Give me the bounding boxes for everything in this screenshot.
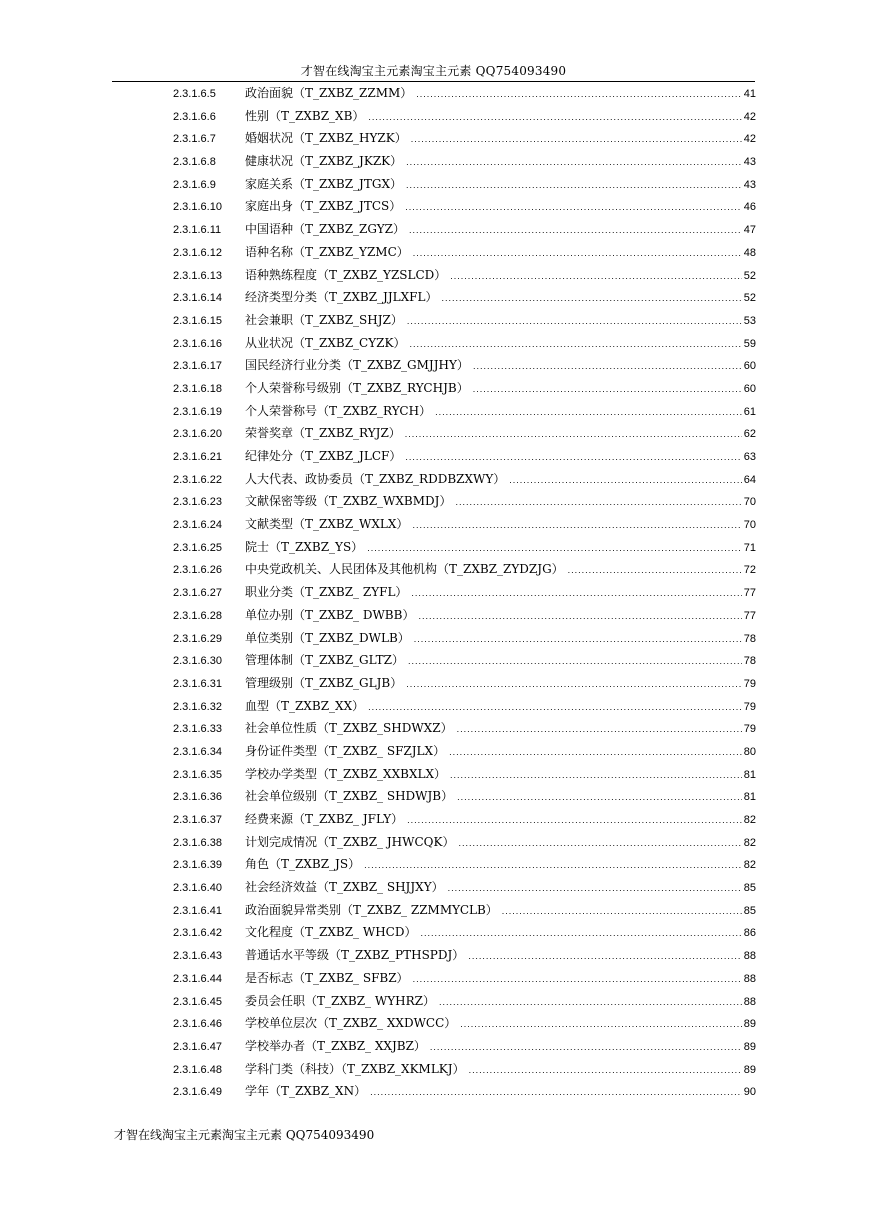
toc-dot-leader: [568, 559, 742, 582]
toc-entry-title[interactable]: 管理级别（T_ZXBZ_GLJB）: [245, 675, 403, 690]
table-of-contents: [173, 82, 756, 1103]
toc-entry-page[interactable]: 53: [743, 314, 756, 327]
toc-entry[interactable]: [173, 1012, 756, 1035]
toc-dot-leader: [413, 968, 742, 991]
toc-entry-title[interactable]: 学校单位层次（T_ZXBZ_ XXDWCC）: [245, 1016, 457, 1031]
toc-entry[interactable]: [173, 695, 756, 718]
toc-entry-page[interactable]: 63: [743, 451, 756, 463]
toc-entry-title[interactable]: 社会单位级别（T_ZXBZ_ SHDWJB）: [245, 789, 454, 804]
toc-entry-title[interactable]: 委员会任职（T_ZXBZ_ WYHRZ）: [245, 993, 435, 1008]
toc-entry[interactable]: [173, 377, 756, 400]
toc-entry-page[interactable]: 77: [743, 609, 756, 622]
toc-entry-title[interactable]: 经费来源（T_ZXBZ_ JFLY）: [245, 812, 404, 826]
toc-entry-title[interactable]: 健康状况（T_ZXBZ_JKZK）: [245, 154, 403, 169]
toc-entry-number: 2.3.1.6.42: [173, 927, 222, 940]
toc-entry[interactable]: [173, 264, 756, 287]
toc-entry-number: 2.3.1.6.43: [173, 950, 222, 963]
toc-entry[interactable]: [173, 354, 756, 377]
toc-dot-leader: [406, 673, 742, 696]
toc-entry[interactable]: [173, 899, 756, 922]
toc-entry-title[interactable]: 社会单位性质（T_ZXBZ_SHDWXZ）: [245, 721, 453, 736]
toc-dot-leader: [370, 1081, 742, 1104]
toc-dot-leader: [405, 446, 741, 469]
toc-dot-leader: [405, 196, 741, 219]
toc-dot-leader: [449, 741, 742, 764]
toc-entry-title[interactable]: 管理体制（T_ZXBZ_GLTZ）: [245, 653, 404, 668]
toc-entry-title[interactable]: 婚姻状况（T_ZXBZ_HYZK）: [245, 131, 407, 146]
toc-entry-number: 2.3.1.6.38: [173, 836, 222, 849]
toc-entry-number: 2.3.1.6.34: [173, 745, 222, 758]
toc-entry-number: 2.3.1.6.19: [173, 405, 222, 418]
toc-entry[interactable]: [173, 876, 756, 899]
toc-entry-page[interactable]: 79: [743, 700, 756, 713]
toc-entry-title[interactable]: 从业状况（T_ZXBZ_CYZK）: [245, 335, 406, 350]
toc-entry-page[interactable]: 79: [743, 723, 756, 736]
toc-dot-leader: [457, 786, 742, 809]
toc-entry-title[interactable]: 角色（T_ZXBZ_JS）: [245, 857, 361, 872]
toc-entry-page[interactable]: 85: [743, 904, 756, 917]
toc-entry-number: 2.3.1.6.47: [173, 1040, 222, 1053]
toc-entry-number: 2.3.1.6.30: [173, 655, 222, 668]
toc-entry-page[interactable]: 82: [743, 836, 756, 849]
toc-entry-number: 2.3.1.6.20: [173, 428, 222, 441]
toc-entry-title[interactable]: 文献保密等级（T_ZXBZ_WXBMDJ）: [245, 494, 452, 509]
toc-entry[interactable]: [173, 173, 756, 196]
toc-dot-leader: [368, 696, 742, 719]
toc-entry[interactable]: [173, 422, 756, 445]
toc-dot-leader: [458, 832, 741, 855]
toc-entry[interactable]: [173, 286, 756, 309]
toc-dot-leader: [413, 242, 742, 265]
toc-entry-number: 2.3.1.6.36: [173, 791, 222, 804]
toc-entry-title[interactable]: 单位办别（T_ZXBZ_ DWBB）: [245, 607, 415, 622]
toc-entry-page[interactable]: 90: [743, 1086, 756, 1099]
toc-entry[interactable]: [173, 967, 756, 990]
toc-entry-title[interactable]: 文化程度（T_ZXBZ_ WHCD）: [245, 925, 417, 940]
toc-entry-page[interactable]: 86: [743, 927, 756, 940]
toc-entry-number: 2.3.1.6.10: [173, 201, 222, 214]
toc-entry-page[interactable]: 89: [743, 1018, 756, 1031]
toc-entry-page[interactable]: 88: [743, 950, 756, 963]
toc-entry-page[interactable]: 64: [743, 473, 756, 486]
toc-dot-leader: [406, 151, 742, 174]
toc-entry[interactable]: [173, 1058, 756, 1081]
toc-entry-number: 2.3.1.6.28: [173, 609, 222, 622]
toc-entry-page[interactable]: 80: [743, 745, 756, 758]
toc-entry-number: 2.3.1.6.44: [173, 972, 222, 985]
toc-entry-number: 2.3.1.6.39: [173, 859, 222, 872]
toc-entry-title[interactable]: 政治面貌（T_ZXBZ_ZZMM）: [245, 86, 413, 100]
toc-dot-leader: [473, 378, 742, 401]
toc-entry-title[interactable]: 荣誉奖章（T_ZXBZ_RYJZ）: [245, 426, 401, 441]
toc-entry-title[interactable]: 中央党政机关、人民团体及其他机构（T_ZXBZ_ZYDZJG）: [245, 562, 564, 577]
toc-entry-page[interactable]: 70: [743, 519, 756, 532]
toc-entry-page[interactable]: 61: [743, 405, 756, 418]
toc-entry-number: 2.3.1.6.16: [173, 337, 222, 350]
toc-entry-title[interactable]: 普通话水平等级（T_ZXBZ_PTHSPDJ）: [245, 948, 465, 963]
toc-entry-number: 2.3.1.6.33: [173, 723, 222, 736]
toc-dot-leader: [411, 582, 741, 605]
toc-entry-number: 2.3.1.6.8: [173, 156, 216, 169]
toc-entry-page[interactable]: 41: [743, 88, 756, 100]
toc-entry[interactable]: [173, 990, 756, 1013]
toc-entry-number: 2.3.1.6.6: [173, 110, 216, 123]
toc-entry-number: 2.3.1.6.32: [173, 700, 222, 713]
page-header: 才智在线淘宝主元素淘宝主元素 QQ754093490: [300, 64, 567, 78]
toc-entry[interactable]: [173, 309, 756, 332]
toc-dot-leader: [416, 83, 741, 106]
toc-entry-title[interactable]: 院士（T_ZXBZ_YS）: [245, 539, 364, 554]
toc-entry[interactable]: [173, 105, 756, 128]
toc-entry-page[interactable]: 70: [743, 496, 756, 509]
toc-entry-page[interactable]: 60: [743, 360, 756, 373]
toc-entry-title[interactable]: 学年（T_ZXBZ_XN）: [245, 1084, 367, 1099]
toc-entry-title[interactable]: 家庭关系（T_ZXBZ_JTGX）: [245, 176, 402, 191]
toc-entry-page[interactable]: 71: [743, 541, 756, 554]
toc-entry[interactable]: [173, 127, 756, 150]
toc-dot-leader: [364, 854, 742, 877]
toc-entry-page[interactable]: 42: [743, 110, 756, 123]
toc-entry-number: 2.3.1.6.13: [173, 269, 222, 282]
toc-entry-title[interactable]: 身份证件类型（T_ZXBZ_ SFZJLX）: [245, 743, 446, 758]
toc-dot-leader: [407, 310, 742, 333]
toc-entry-number: 2.3.1.6.5: [173, 88, 216, 100]
toc-dot-leader: [414, 628, 742, 651]
page-footer: 才智在线淘宝主元素淘宝主元素 QQ754093490: [114, 1128, 375, 1142]
toc-entry[interactable]: [173, 150, 756, 173]
toc-entry-title[interactable]: 社会兼职（T_ZXBZ_SHJZ）: [245, 312, 403, 327]
toc-entry-number: 2.3.1.6.25: [173, 541, 222, 554]
toc-entry[interactable]: [173, 218, 756, 241]
toc-entry-page[interactable]: 52: [743, 292, 756, 305]
toc-entry-page[interactable]: 78: [743, 632, 756, 645]
toc-entry-number: 2.3.1.6.18: [173, 382, 222, 395]
toc-entry-title[interactable]: 性别（T_ZXBZ_XB）: [245, 108, 365, 123]
toc-entry[interactable]: [173, 82, 756, 105]
toc-entry[interactable]: [173, 763, 756, 786]
toc-dot-leader: [409, 333, 741, 356]
toc-entry-number: 2.3.1.6.23: [173, 496, 222, 509]
toc-dot-leader: [420, 922, 741, 945]
toc-dot-leader: [411, 128, 742, 151]
toc-entry-page[interactable]: 89: [743, 1040, 756, 1053]
toc-entry-title[interactable]: 单位类别（T_ZXBZ_DWLB）: [245, 630, 410, 645]
toc-entry-page[interactable]: 77: [743, 587, 756, 600]
toc-entry[interactable]: [173, 241, 756, 264]
toc-entry[interactable]: [173, 536, 756, 559]
toc-entry-page[interactable]: 52: [743, 269, 756, 282]
toc-entry-page[interactable]: 46: [743, 201, 756, 214]
toc-entry-page[interactable]: 62: [743, 428, 756, 441]
toc-entry-title[interactable]: 文献类型（T_ZXBZ_WXLX）: [245, 517, 409, 532]
toc-entry[interactable]: [173, 944, 756, 967]
toc-entry-title[interactable]: 国民经济行业分类（T_ZXBZ_GMJJHY）: [245, 358, 469, 373]
toc-entry[interactable]: [173, 627, 756, 650]
toc-dot-leader: [367, 537, 742, 560]
toc-entry-page[interactable]: 72: [743, 564, 756, 577]
toc-entry-number: 2.3.1.6.31: [173, 677, 222, 690]
toc-entry[interactable]: [173, 853, 756, 876]
toc-dot-leader: [418, 605, 741, 628]
toc-entry-number: 2.3.1.6.35: [173, 768, 222, 781]
toc-entry[interactable]: [173, 400, 756, 423]
toc-entry-title[interactable]: 计划完成情况（T_ZXBZ_ JHWCQK）: [245, 834, 455, 849]
toc-entry-page[interactable]: 81: [743, 791, 756, 804]
toc-dot-leader: [468, 945, 741, 968]
toc-entry-number: 2.3.1.6.21: [173, 451, 222, 463]
toc-dot-leader: [455, 491, 741, 514]
toc-entry[interactable]: [173, 604, 756, 627]
toc-dot-leader: [457, 718, 742, 741]
toc-entry-title[interactable]: 中国语种（T_ZXBZ_ZGYZ）: [245, 222, 406, 237]
toc-entry[interactable]: [173, 717, 756, 740]
toc-entry-number: 2.3.1.6.7: [173, 133, 216, 146]
toc-entry-page[interactable]: 82: [743, 859, 756, 872]
toc-entry-number: 2.3.1.6.41: [173, 904, 222, 917]
toc-entry-title[interactable]: 是否标志（T_ZXBZ_ SFBZ）: [245, 970, 409, 985]
toc-entry-page[interactable]: 88: [743, 995, 756, 1008]
toc-entry-number: 2.3.1.6.9: [173, 178, 216, 191]
toc-entry-number: 2.3.1.6.49: [173, 1086, 222, 1099]
toc-dot-leader: [408, 650, 742, 673]
toc-entry[interactable]: [173, 581, 756, 604]
toc-dot-leader: [405, 423, 742, 446]
toc-entry-page[interactable]: 82: [743, 814, 756, 826]
toc-entry[interactable]: [173, 513, 756, 536]
toc-entry-title[interactable]: 政治面貌异常类别（T_ZXBZ_ ZZMMYCLB）: [245, 902, 498, 917]
toc-entry-page[interactable]: 78: [743, 655, 756, 668]
toc-entry-number: 2.3.1.6.22: [173, 473, 222, 486]
toc-entry-number: 2.3.1.6.14: [173, 292, 222, 305]
toc-entry-page[interactable]: 81: [743, 768, 756, 781]
toc-entry-title[interactable]: 血型（T_ZXBZ_XX）: [245, 698, 365, 713]
toc-dot-leader: [473, 355, 742, 378]
toc-entry-title[interactable]: 人大代表、政协委员（T_ZXBZ_RDDBZXWY）: [245, 471, 506, 486]
toc-entry-page[interactable]: 42: [743, 133, 756, 146]
toc-entry-title[interactable]: 家庭出身（T_ZXBZ_JTCS）: [245, 199, 402, 214]
toc-entry-number: 2.3.1.6.15: [173, 314, 222, 327]
toc-entry-page[interactable]: 85: [743, 882, 756, 895]
toc-entry[interactable]: [173, 332, 756, 355]
toc-dot-leader: [368, 106, 741, 129]
toc-entry-page[interactable]: 89: [743, 1063, 756, 1076]
toc-entry-title[interactable]: 学校举办者（T_ZXBZ_ XXJBZ）: [245, 1038, 426, 1053]
toc-entry[interactable]: [173, 740, 756, 763]
toc-entry-number: 2.3.1.6.24: [173, 519, 222, 532]
toc-entry-number: 2.3.1.6.12: [173, 246, 222, 259]
toc-entry-title[interactable]: 学科门类（科技）（T_ZXBZ_XKMLKJ）: [245, 1061, 465, 1076]
toc-entry-number: 2.3.1.6.45: [173, 995, 222, 1008]
toc-dot-leader: [441, 287, 741, 310]
toc-entry[interactable]: [173, 195, 756, 218]
toc-dot-leader: [409, 219, 742, 242]
toc-dot-leader: [412, 514, 741, 537]
toc-dot-leader: [430, 1036, 742, 1059]
toc-entry-number: 2.3.1.6.48: [173, 1063, 222, 1076]
toc-entry-page[interactable]: 79: [743, 677, 756, 690]
toc-dot-leader: [469, 1059, 742, 1082]
toc-dot-leader: [450, 764, 742, 787]
toc-entry-title[interactable]: 纪律处分（T_ZXBZ_JLCF）: [245, 449, 402, 463]
toc-entry-title[interactable]: 社会经济效益（T_ZXBZ_ SHJJXY）: [245, 880, 444, 895]
toc-entry[interactable]: [173, 831, 756, 854]
toc-entry-title[interactable]: 个人荣誉称号（T_ZXBZ_RYCH）: [245, 403, 432, 418]
toc-entry-page[interactable]: 48: [743, 246, 756, 259]
toc-entry-title[interactable]: 学校办学类型（T_ZXBZ_XXBXLX）: [245, 766, 447, 781]
toc-dot-leader: [406, 174, 742, 197]
toc-entry[interactable]: [173, 558, 756, 581]
toc-entry[interactable]: [173, 445, 756, 468]
toc-entry-page[interactable]: 47: [743, 224, 756, 237]
toc-entry-title[interactable]: 语种名称（T_ZXBZ_YZMC）: [245, 244, 409, 259]
toc-entry[interactable]: [173, 921, 756, 944]
toc-entry-title[interactable]: 语种熟练程度（T_ZXBZ_YZSLCD）: [245, 267, 447, 282]
toc-entry[interactable]: [173, 672, 756, 695]
toc-dot-leader: [435, 401, 742, 424]
toc-entry-number: 2.3.1.6.11: [173, 224, 222, 237]
toc-entry-page[interactable]: 60: [743, 382, 756, 395]
toc-entry[interactable]: [173, 649, 756, 672]
toc-entry-number: 2.3.1.6.37: [173, 814, 222, 826]
toc-entry-title[interactable]: 经济类型分类（T_ZXBZ_JJLXFL）: [245, 290, 438, 305]
toc-dot-leader: [439, 991, 742, 1014]
toc-entry[interactable]: [173, 468, 756, 491]
toc-entry[interactable]: [173, 808, 756, 831]
toc-dot-leader: [509, 469, 741, 492]
toc-entry-page[interactable]: 88: [743, 972, 756, 985]
toc-entry[interactable]: [173, 1035, 756, 1058]
toc-dot-leader: [460, 1013, 741, 1036]
toc-entry-title[interactable]: 个人荣誉称号级别（T_ZXBZ_RYCHJB）: [245, 380, 469, 395]
toc-dot-leader: [448, 877, 742, 900]
toc-entry-title[interactable]: 职业分类（T_ZXBZ_ ZYFL）: [245, 585, 408, 600]
toc-dot-leader: [450, 265, 741, 288]
toc-entry-number: 2.3.1.6.27: [173, 587, 222, 600]
toc-entry[interactable]: [173, 1080, 756, 1103]
toc-entry[interactable]: [173, 785, 756, 808]
toc-entry-number: 2.3.1.6.46: [173, 1018, 222, 1031]
toc-dot-leader: [407, 809, 742, 832]
toc-entry-page[interactable]: 43: [743, 178, 756, 191]
toc-dot-leader: [502, 900, 742, 923]
toc-entry-number: 2.3.1.6.26: [173, 564, 222, 577]
toc-entry[interactable]: [173, 490, 756, 513]
toc-entry-page[interactable]: 43: [743, 156, 756, 169]
toc-entry-number: 2.3.1.6.17: [173, 360, 222, 373]
toc-entry-number: 2.3.1.6.40: [173, 882, 222, 895]
toc-entry-page[interactable]: 59: [743, 337, 756, 350]
toc-entry-number: 2.3.1.6.29: [173, 632, 222, 645]
